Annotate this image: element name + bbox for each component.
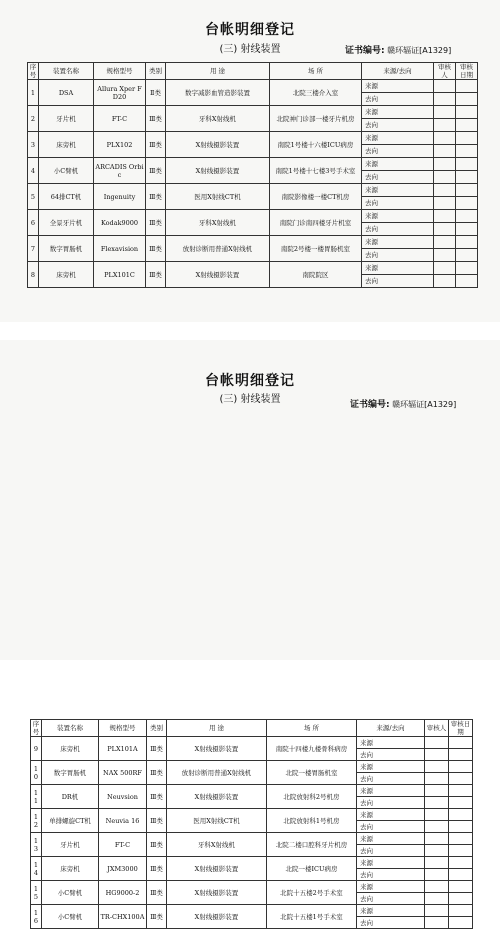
cell-name: DR机 (42, 785, 99, 809)
table-row (28, 80, 478, 93)
cell-review-date (449, 881, 473, 893)
header-source-destination: 来源/去向 (362, 63, 434, 80)
cell-reviewer (425, 845, 449, 857)
cell-review-date (456, 132, 478, 145)
cell-place: 北院神门诊部一楼牙片机房 (270, 106, 362, 132)
cell-review-date (449, 845, 473, 857)
table-row (28, 184, 478, 197)
cell-review-date (456, 80, 478, 93)
cell-no: 5 (28, 184, 39, 210)
cell-use: 牙科X射线机 (166, 210, 270, 236)
cell-review-date (456, 171, 478, 184)
cell-category: Ⅲ类 (146, 132, 166, 158)
cell-source: 来源 (357, 761, 425, 773)
cell-category: Ⅱ类 (146, 80, 166, 106)
cell-no: 6 (28, 210, 39, 236)
header-place: 场 所 (267, 720, 357, 737)
ledger-table (27, 62, 478, 288)
cell-review-date (449, 893, 473, 905)
certificate-value: 赣环辐证[A1329] (392, 400, 457, 409)
cell-category: Ⅲ类 (147, 761, 167, 785)
header-review-date: 审核日期 (456, 63, 478, 80)
header-use: 用 途 (166, 63, 270, 80)
header-review-date: 审核日期 (449, 720, 473, 737)
cell-review-date (449, 857, 473, 869)
cell-destination: 去向 (362, 145, 434, 158)
cell-no: 2 (28, 106, 39, 132)
cell-use: 医用X射线CT机 (166, 184, 270, 210)
header-model: 规格型号 (94, 63, 146, 80)
table-row (28, 158, 478, 171)
header-category: 类别 (147, 720, 167, 737)
cell-destination: 去向 (357, 893, 425, 905)
cell-model: HG9000-2 (99, 881, 147, 905)
cell-model: FT-C (94, 106, 146, 132)
table-header-row (28, 63, 478, 80)
cell-name: 全景牙片机 (39, 210, 94, 236)
cell-reviewer (434, 262, 456, 275)
cell-reviewer (425, 797, 449, 809)
table-row (31, 905, 473, 917)
cell-use: X射线摄影装置 (167, 737, 267, 761)
cell-reviewer (425, 869, 449, 881)
cell-no: 14 (31, 857, 42, 881)
cell-destination: 去向 (362, 119, 434, 132)
cell-reviewer (425, 785, 449, 797)
header-category: 类别 (146, 63, 166, 80)
cell-destination: 去向 (362, 93, 434, 106)
table-row (28, 210, 478, 223)
cell-place: 北院二楼口腔科牙片机房 (267, 833, 357, 857)
cell-category: Ⅲ类 (146, 106, 166, 132)
cell-reviewer (434, 158, 456, 171)
cell-model: PLX101C (94, 262, 146, 288)
cell-reviewer (434, 93, 456, 106)
ledger-page-1 (0, 0, 500, 322)
cell-review-date (449, 917, 473, 929)
cell-review-date (449, 785, 473, 797)
cell-reviewer (434, 106, 456, 119)
cell-destination: 去向 (362, 171, 434, 184)
cell-category: Ⅲ类 (147, 857, 167, 881)
cell-source: 来源 (357, 737, 425, 749)
cell-source: 来源 (362, 132, 434, 145)
cell-reviewer (434, 210, 456, 223)
cell-review-date (456, 106, 478, 119)
cell-place: 北院一楼ICU病房 (267, 857, 357, 881)
cell-destination: 去向 (362, 223, 434, 236)
cell-source: 来源 (362, 106, 434, 119)
cell-name: 床旁机 (39, 262, 94, 288)
cell-source: 来源 (357, 833, 425, 845)
cell-review-date (449, 737, 473, 749)
cell-review-date (456, 119, 478, 132)
table-row (31, 857, 473, 869)
cell-source: 来源 (362, 236, 434, 249)
cell-category: Ⅲ类 (147, 809, 167, 833)
cell-review-date (456, 210, 478, 223)
cell-source: 来源 (362, 210, 434, 223)
cell-use: X射线摄影装置 (166, 262, 270, 288)
cell-destination: 去向 (357, 749, 425, 761)
cell-reviewer (434, 145, 456, 158)
page-subtitle: (三) 射线装置 (219, 394, 281, 405)
header-name: 装置名称 (42, 720, 99, 737)
cell-destination: 去向 (357, 917, 425, 929)
cell-review-date (456, 236, 478, 249)
cell-category: Ⅲ类 (147, 881, 167, 905)
table-row (31, 809, 473, 821)
header-source-destination: 来源/去向 (357, 720, 425, 737)
page-subtitle: (三) 射线装置 (219, 44, 281, 55)
page-title: 台帐明细登记 (205, 22, 295, 38)
certificate-label: 证书编号: (350, 400, 390, 410)
cell-review-date (456, 158, 478, 171)
cell-source: 来源 (357, 809, 425, 821)
cell-category: Ⅲ类 (146, 210, 166, 236)
table-row (28, 106, 478, 119)
cell-use: 数字减影血管造影装置 (166, 80, 270, 106)
cell-review-date (449, 773, 473, 785)
cell-category: Ⅲ类 (147, 785, 167, 809)
cell-model: Flexavision (94, 236, 146, 262)
cell-source: 来源 (362, 262, 434, 275)
cell-reviewer (434, 249, 456, 262)
cell-destination: 去向 (357, 821, 425, 833)
cell-place: 南院院区 (270, 262, 362, 288)
cell-reviewer (434, 184, 456, 197)
ledger-table (30, 719, 473, 929)
cell-reviewer (425, 821, 449, 833)
cell-review-date (456, 145, 478, 158)
certificate-value: 赣环辐证[A1329] (387, 46, 452, 55)
cell-place: 南院门诊南四楼牙片机室 (270, 210, 362, 236)
header-name: 装置名称 (39, 63, 94, 80)
cell-destination: 去向 (357, 797, 425, 809)
cell-place: 北院一楼胃肠机室 (267, 761, 357, 785)
table-header-row (31, 720, 473, 737)
cell-place: 南院1号楼十七楼3号手术室 (270, 158, 362, 184)
cell-destination: 去向 (362, 249, 434, 262)
cell-name: 小C臂机 (42, 905, 99, 929)
cell-model: FT-C (99, 833, 147, 857)
table-row (31, 785, 473, 797)
cell-name: 数字胃肠机 (39, 236, 94, 262)
cell-category: Ⅲ类 (147, 905, 167, 929)
page-title: 台帐明细登记 (205, 373, 295, 389)
cell-source: 来源 (357, 785, 425, 797)
cell-model: Neuvsion (99, 785, 147, 809)
cell-reviewer (425, 905, 449, 917)
cell-model: ARCADIS Orbic (94, 158, 146, 184)
cell-name: 床旁机 (42, 857, 99, 881)
cell-use: X射线摄影装置 (166, 158, 270, 184)
cell-reviewer (434, 171, 456, 184)
cell-no: 9 (31, 737, 42, 761)
cell-reviewer (434, 132, 456, 145)
certificate-label: 证书编号: (345, 46, 385, 56)
cell-name: DSA (39, 80, 94, 106)
cell-use: X射线摄影装置 (167, 857, 267, 881)
table-row (31, 881, 473, 893)
cell-name: 小C臂机 (39, 158, 94, 184)
ledger-page-2 (0, 340, 500, 927)
cell-source: 来源 (357, 905, 425, 917)
cell-use: X射线摄影装置 (167, 881, 267, 905)
cell-category: Ⅲ类 (146, 184, 166, 210)
header-no: 序号 (31, 720, 42, 737)
cell-use: 牙科X射线机 (166, 106, 270, 132)
cell-reviewer (434, 236, 456, 249)
cell-no: 1 (28, 80, 39, 106)
cell-name: 牙片机 (39, 106, 94, 132)
cell-no: 3 (28, 132, 39, 158)
cell-reviewer (434, 197, 456, 210)
cell-review-date (456, 223, 478, 236)
cell-place: 南院十四楼九楼骨科病房 (267, 737, 357, 761)
cell-source: 来源 (357, 881, 425, 893)
header-place: 场 所 (270, 63, 362, 80)
cell-name: 单排螺旋CT机 (42, 809, 99, 833)
cell-model: NAX 500RF (99, 761, 147, 785)
cell-no: 13 (31, 833, 42, 857)
table-row (28, 236, 478, 249)
cell-model: PLX101A (99, 737, 147, 761)
cell-place: 南院1号楼十六楼ICU病房 (270, 132, 362, 158)
cell-source: 来源 (362, 158, 434, 171)
cell-reviewer (425, 749, 449, 761)
cell-category: Ⅲ类 (146, 262, 166, 288)
cell-reviewer (425, 761, 449, 773)
cell-review-date (456, 262, 478, 275)
cell-use: 放射诊断用普通X射线机 (167, 761, 267, 785)
cell-name: 小C臂机 (42, 881, 99, 905)
cell-place: 南院2号楼一楼胃肠机室 (270, 236, 362, 262)
table-row (31, 833, 473, 845)
cell-source: 来源 (362, 80, 434, 93)
cell-reviewer (434, 119, 456, 132)
cell-reviewer (434, 223, 456, 236)
cell-use: X射线摄影装置 (166, 132, 270, 158)
cell-category: Ⅲ类 (146, 236, 166, 262)
cell-name: 牙片机 (42, 833, 99, 857)
cell-model: TR-CHX100A (99, 905, 147, 929)
cell-reviewer (434, 80, 456, 93)
cell-reviewer (434, 275, 456, 288)
header-use: 用 途 (167, 720, 267, 737)
cell-reviewer (425, 857, 449, 869)
cell-review-date (449, 761, 473, 773)
table-row (31, 737, 473, 749)
table-row (28, 262, 478, 275)
cell-review-date (449, 749, 473, 761)
cell-review-date (456, 184, 478, 197)
cell-model: JXM3000 (99, 857, 147, 881)
cell-use: 牙科X射线机 (167, 833, 267, 857)
cell-category: Ⅲ类 (147, 737, 167, 761)
cell-reviewer (425, 809, 449, 821)
cell-no: 16 (31, 905, 42, 929)
cell-place: 北院三楼介入室 (270, 80, 362, 106)
cell-destination: 去向 (357, 773, 425, 785)
cell-no: 10 (31, 761, 42, 785)
cell-reviewer (425, 881, 449, 893)
cell-name: 床旁机 (42, 737, 99, 761)
cell-model: Neuvia 16 (99, 809, 147, 833)
certificate-number (345, 43, 451, 56)
cell-source: 来源 (362, 184, 434, 197)
cell-place: 北院放射科2号机房 (267, 785, 357, 809)
cell-reviewer (425, 917, 449, 929)
cell-place: 北院放射科1号机房 (267, 809, 357, 833)
cell-use: X射线摄影装置 (167, 785, 267, 809)
certificate-number (350, 397, 456, 410)
cell-source: 来源 (357, 857, 425, 869)
cell-category: Ⅲ类 (147, 833, 167, 857)
cell-no: 8 (28, 262, 39, 288)
cell-use: 放射诊断用普通X射线机 (166, 236, 270, 262)
cell-no: 4 (28, 158, 39, 184)
header-reviewer: 审核人 (425, 720, 449, 737)
cell-no: 11 (31, 785, 42, 809)
cell-destination: 去向 (362, 197, 434, 210)
cell-review-date (449, 905, 473, 917)
cell-name: 64排CT机 (39, 184, 94, 210)
cell-review-date (449, 821, 473, 833)
cell-no: 12 (31, 809, 42, 833)
cell-model: Ingenuity (94, 184, 146, 210)
cell-category: Ⅲ类 (146, 158, 166, 184)
cell-name: 床旁机 (39, 132, 94, 158)
cell-place: 北院十五楼1号手术室 (267, 905, 357, 929)
cell-use: 医用X射线CT机 (167, 809, 267, 833)
cell-review-date (456, 197, 478, 210)
cell-reviewer (425, 833, 449, 845)
cell-review-date (456, 275, 478, 288)
cell-review-date (449, 869, 473, 881)
cell-reviewer (425, 893, 449, 905)
cell-review-date (449, 833, 473, 845)
cell-review-date (449, 797, 473, 809)
cell-place: 南院影像楼一楼CT机房 (270, 184, 362, 210)
cell-reviewer (425, 773, 449, 785)
header-reviewer: 审核人 (434, 63, 456, 80)
cell-use: X射线摄影装置 (167, 905, 267, 929)
cell-place: 北院十五楼2号手术室 (267, 881, 357, 905)
cell-destination: 去向 (357, 845, 425, 857)
header-model: 规格型号 (99, 720, 147, 737)
cell-model: Allura Xper FD20 (94, 80, 146, 106)
header-no: 序号 (28, 63, 39, 80)
table-row (28, 132, 478, 145)
cell-name: 数字胃肠机 (42, 761, 99, 785)
cell-review-date (449, 809, 473, 821)
cell-destination: 去向 (362, 275, 434, 288)
cell-no: 7 (28, 236, 39, 262)
cell-destination: 去向 (357, 869, 425, 881)
table-row (31, 761, 473, 773)
cell-reviewer (425, 737, 449, 749)
cell-review-date (456, 249, 478, 262)
cell-no: 15 (31, 881, 42, 905)
cell-model: Kodak9000 (94, 210, 146, 236)
cell-model: PLX102 (94, 132, 146, 158)
cell-review-date (456, 93, 478, 106)
